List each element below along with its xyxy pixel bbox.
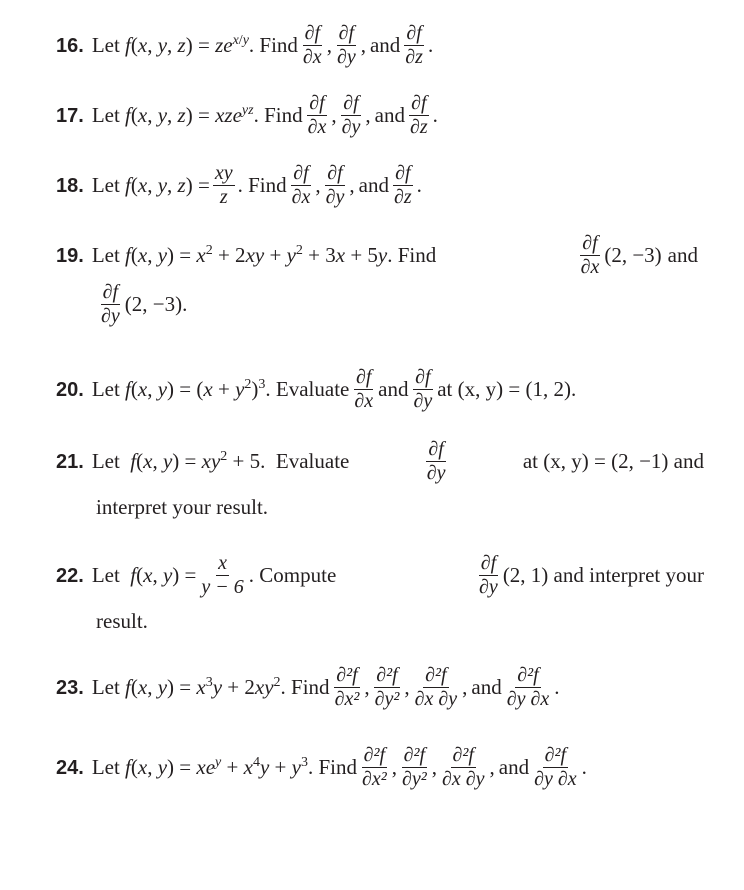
problem-text: Let f(x, $y) = xe^y + x^4y + y^3$. Find <box>91 754 357 779</box>
problem-number: 17. <box>56 104 84 127</box>
point: (2, −3). <box>124 291 188 316</box>
partial-fyy: $\frac{\text{∂²f}}{\text{∂y²}}$ <box>401 744 427 790</box>
compute-text: . Compute <box>248 562 337 587</box>
conjunction: and <box>369 32 401 57</box>
partial-fy: $\frac{\partial f}{\partial y}$ <box>101 281 120 327</box>
problem-number: 22. <box>56 564 84 587</box>
problem-number: 18. <box>56 174 84 197</box>
partial-fz: $\frac{\partial f}{\partial z}$ <box>405 22 423 68</box>
partial-fy: $\frac{\partial f}{\partial y}$ <box>479 552 498 598</box>
function-fraction: $\frac{xy}{z}$ <box>214 162 233 208</box>
problem-text: Let f(x, $y) = x^3y + 2xy^2$. Find <box>91 674 330 699</box>
partial-fy: $\frac{\partial f}{\partial y}$ <box>336 22 356 68</box>
tail-text: at (x, y) = (2, −1) and <box>522 448 704 473</box>
partial-fx: $\frac{\partial f}{\partial x}$ <box>580 232 600 278</box>
function-fraction: $\frac{x}{y - 6}$ <box>201 552 244 598</box>
problem-text: Let f(x, y, z) = xze$^{yz}$. Find <box>91 102 303 127</box>
find-text: . Find <box>237 172 287 197</box>
problem-number: 21. <box>56 450 84 473</box>
conjunction: and <box>471 674 502 699</box>
partial-fxy: $\frac{\text{∂²f}}{\partial x \partial y}$ <box>441 744 485 790</box>
conjunction: and <box>667 242 698 267</box>
problem-19 <box>56 232 704 328</box>
continuation-text: result. <box>96 609 148 633</box>
problem-24: 24. Let f(x, $y) = xe^y + x^4y + y^3$. Find $\frac{\text{∂²f}}{\text{∂x²}}$ , $\frac{\text{∂²f}}{\text{∂y²}}$ , $\frac{\text{∂²f}}{\partial x \partial y}$ , and $\frac{\text{∂²f}}{\partial y \partial x}$ . <box>56 744 587 790</box>
problem-text: Let f(x, y, $z) = ze^{x/y}$. Find <box>91 32 298 57</box>
problem-16: 16. Let f(x, y, $z) = ze^{x/y}$. Find $\frac{\partial f}{\partial x}$ , $\frac{\partial f}{\partial y}$ , and $\frac{\partial f}{\partial z}$ . <box>56 22 434 68</box>
problem-number: 24. <box>56 756 84 779</box>
problem-23: 23. Let f(x, $y) = x^3y + 2xy^2$. Find $\frac{\text{∂²f}}{\text{∂x²}}$ , $\frac{\text{∂²f}}{\text{∂y²}}$ , $\frac{\text{∂²f}}{\partial x \partial y}$ , and $\frac{\text{∂²f}}{\partial y \partial x}$ . <box>56 664 560 710</box>
partial-fy: $\frac{\partial f}{\partial y}$ <box>426 438 446 484</box>
point: (2, −3) <box>604 242 662 267</box>
continuation-text: interpret your result. <box>96 495 269 519</box>
conjunction: and <box>378 376 409 401</box>
conjunction: and <box>374 102 405 127</box>
partial-fxx: $\frac{\text{∂²f}}{\text{∂x²}}$ <box>334 664 360 710</box>
problem-number: 20. <box>56 378 84 401</box>
conjunction: and <box>358 172 389 197</box>
partial-fx: $\frac{\partial f}{\partial x}$ <box>291 162 311 208</box>
problem-22 <box>56 552 704 634</box>
partial-fx: $\frac{\partial f}{\partial x}$ <box>302 22 322 68</box>
problem-text: Let f(x, $y) = xy^2 + 5$. Evaluate <box>91 448 350 473</box>
problem-21 <box>56 438 704 520</box>
partial-fx: $\frac{\partial f}{\partial x}$ <box>354 366 374 412</box>
problem-17: 17. Let f(x, y, z) = xze$^{yz}$. Find $\frac{\partial f}{\partial x}$ , $\frac{\partial f}{\partial y}$ , and $\frac{\partial f}{\partial z}$ . <box>56 92 438 138</box>
conjunction: and <box>498 754 530 779</box>
partial-fyx: $\frac{\text{∂²f}}{\partial y \partial x}$ <box>534 744 577 790</box>
problem-number: 16. <box>56 34 84 57</box>
partial-fyx: $\frac{\text{∂²f}}{\partial y \partial x}$ <box>506 664 550 710</box>
partial-fxy: $\frac{\text{∂²f}}{\partial x \partial y}$ <box>414 664 458 710</box>
partial-fy: $\frac{\partial f}{\partial y}$ <box>325 162 345 208</box>
partial-fy: $\frac{\partial f}{\partial y}$ <box>413 366 433 412</box>
problem-text: Let f(x, $y) = (x + y^2)^3$. Evaluate <box>91 376 350 401</box>
problem-text: Let f(x, $y) = x^2 + 2xy + y^2 + 3x + 5y$. Find <box>91 242 437 267</box>
problem-number: 23. <box>56 676 84 699</box>
problem-text: Let f(x, y, z) = <box>91 172 210 197</box>
partial-fz: $\frac{\partial f}{\partial z}$ <box>393 162 412 208</box>
tail-text: at (x, y) = (1, 2). <box>437 376 577 401</box>
problem-text: Let f(x, y) = <box>91 562 197 587</box>
partial-fx: $\frac{\partial f}{\partial x}$ <box>307 92 327 138</box>
partial-fz: $\frac{\partial f}{\partial z}$ <box>409 92 428 138</box>
partial-fy: $\frac{\partial f}{\partial y}$ <box>341 92 361 138</box>
problem-number: 19. <box>56 244 84 267</box>
partial-fyy: $\frac{\text{∂²f}}{\text{∂y²}}$ <box>374 664 400 710</box>
tail-text: (2, 1) and interpret your <box>502 562 704 587</box>
partial-fxx: $\frac{\text{∂²f}}{\text{∂x²}}$ <box>361 744 387 790</box>
problem-20 <box>56 366 704 413</box>
problem-18: 18. Let f(x, y, z) = $\frac{xy}{z}$ . Find $\frac{\partial f}{\partial x}$ , $\frac{\partial f}{\partial y}$ , and $\frac{\partial f}{\partial z}$ . <box>56 162 422 208</box>
